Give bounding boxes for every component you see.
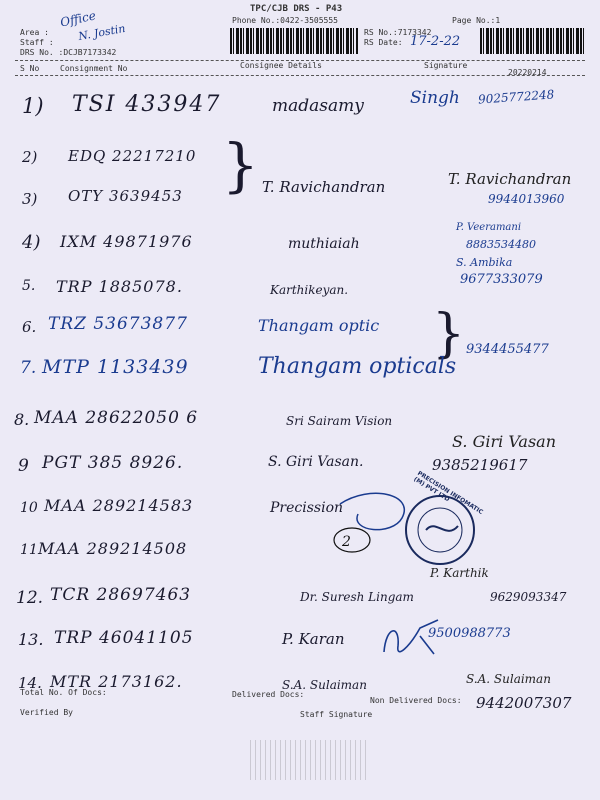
svg-text:2: 2	[342, 534, 351, 550]
staff-label: Staff :	[20, 38, 54, 47]
company-stamp: PRECISION INFOMATIC (M) PVT LTD	[412, 469, 485, 517]
row-13-phone: 9500988773	[428, 626, 511, 641]
row-4-number: 4)	[22, 232, 41, 253]
rs-date-value: 17-2-22	[410, 34, 461, 49]
row-9-signature: S. Giri Vasan	[452, 432, 556, 451]
col-consignment: Consignment No	[60, 64, 128, 73]
row-1-number: 1)	[22, 94, 44, 118]
row-7-consignment: MTP 1133439	[42, 356, 189, 378]
row-7-consignee: Thangam opticals	[258, 354, 457, 379]
staff-handwritten: N. Jostin	[77, 21, 127, 44]
row-6-7-bracket: }	[432, 304, 466, 364]
row-8-consignee: Sri Sairam Vision	[286, 414, 393, 428]
row-14-consignment: MTR 2173162.	[50, 672, 183, 691]
drs-number: DRS No. :DCJB7173342	[20, 48, 117, 57]
area-label: Area :	[20, 28, 49, 37]
row-2-3-bracket: }	[222, 131, 259, 199]
row-12-signature: P. Karthik	[430, 566, 489, 580]
row-10-consignment: MAA 289214583	[44, 496, 194, 515]
row-7-phone: 9344455477	[466, 342, 549, 357]
row-12-consignee: Dr. Suresh Lingam	[300, 590, 414, 604]
barcode-right	[480, 28, 584, 54]
phone-number: Phone No.:0422-3505555	[232, 16, 338, 25]
row-5-number: 5.	[22, 278, 36, 294]
form-title: TPC/CJB DRS - P43	[250, 4, 343, 14]
col-signature: Signature	[424, 61, 468, 70]
row-11-number: 11	[20, 542, 38, 558]
row-3-signature: T. Ravichandran	[448, 170, 572, 188]
row-1-phone: 9025772248	[477, 87, 555, 107]
area-handwritten: Office	[58, 8, 98, 30]
rs-date-label: RS Date:	[364, 38, 403, 47]
delivered-docs-label: Delivered Docs:	[232, 690, 305, 699]
row-7-number: 7.	[20, 358, 37, 378]
row-1-consignment: TSI 433947	[72, 92, 222, 117]
row-12-number: 12.	[16, 588, 44, 608]
row-8-consignment: MAA 28622050 6	[34, 408, 199, 428]
header-divider-bottom	[15, 75, 585, 76]
row-4-consignment: IXM 49871976	[60, 232, 193, 251]
col-consignee: Consignee Details	[240, 61, 322, 70]
row-9-consignee: S. Giri Vasan.	[268, 454, 364, 470]
row-14-consignee: S.A. Sulaiman	[282, 678, 367, 692]
col-sno: S No	[20, 64, 40, 73]
row-14-phone: 9442007307	[476, 694, 572, 712]
row-4-consignee: muthiaiah	[288, 236, 360, 252]
page-number: Page No.:1	[452, 16, 501, 25]
barcode-left	[230, 28, 358, 54]
row-9-phone: 9385219617	[432, 456, 528, 474]
row-4-signature: P. Veeramani	[456, 222, 522, 233]
total-docs-label: Total No. Of Docs:	[20, 688, 107, 697]
row-3-consignment: OTY 3639453	[68, 187, 183, 205]
row-3-number: 3)	[22, 190, 38, 208]
row-1-signature: Singh	[410, 88, 460, 108]
row-3-consignee: T. Ravichandran	[262, 178, 386, 196]
row-14-signature: S.A. Sulaiman	[466, 672, 551, 686]
verified-by-label: Verified By	[20, 708, 73, 717]
row-5-signature: S. Ambika	[456, 256, 513, 269]
non-delivered-docs-label: Non Delivered Docs:	[370, 696, 462, 705]
row-6-number: 6.	[22, 318, 37, 336]
row-4-phone: 8883534480	[466, 238, 536, 251]
row-11-consignment: MAA 289214508	[38, 539, 188, 558]
row-3-phone: 9944013960	[488, 192, 565, 206]
row-13-consignment: TRP 46041105	[54, 628, 194, 648]
row-10-number: 10	[20, 500, 38, 516]
staff-signature-label: Staff Signature	[300, 710, 373, 719]
row-9-consignment: PGT 385 8926.	[42, 453, 184, 473]
row-2-number: 2)	[22, 148, 38, 166]
scan-artifact	[250, 740, 370, 780]
row-12-phone: 9629093347	[490, 590, 567, 604]
row-6-consignment: TRZ 53673877	[48, 314, 188, 334]
row-9-number: 9	[18, 456, 29, 476]
row-1-consignee: madasamy	[272, 96, 364, 116]
row-8-number: 8.	[14, 410, 30, 429]
row-5-phone: 9677333079	[460, 272, 543, 287]
row-10-consignee: Precission	[270, 500, 344, 516]
row-6-consignee: Thangam optic	[258, 316, 380, 335]
col-date-code: 20220214	[508, 68, 547, 77]
row-5-consignment: TRP 1885078.	[56, 277, 183, 296]
row-13-consignee: P. Karan	[282, 630, 345, 648]
row-12-consignment: TCR 28697463	[50, 585, 192, 605]
row-2-consignment: EDQ 22217210	[68, 147, 197, 165]
row-13-number: 13.	[18, 630, 44, 649]
rs-number: RS No.:7173342	[364, 28, 432, 37]
row-14-number: 14.	[18, 674, 42, 692]
row-5-consignee: Karthikeyan.	[270, 283, 349, 297]
